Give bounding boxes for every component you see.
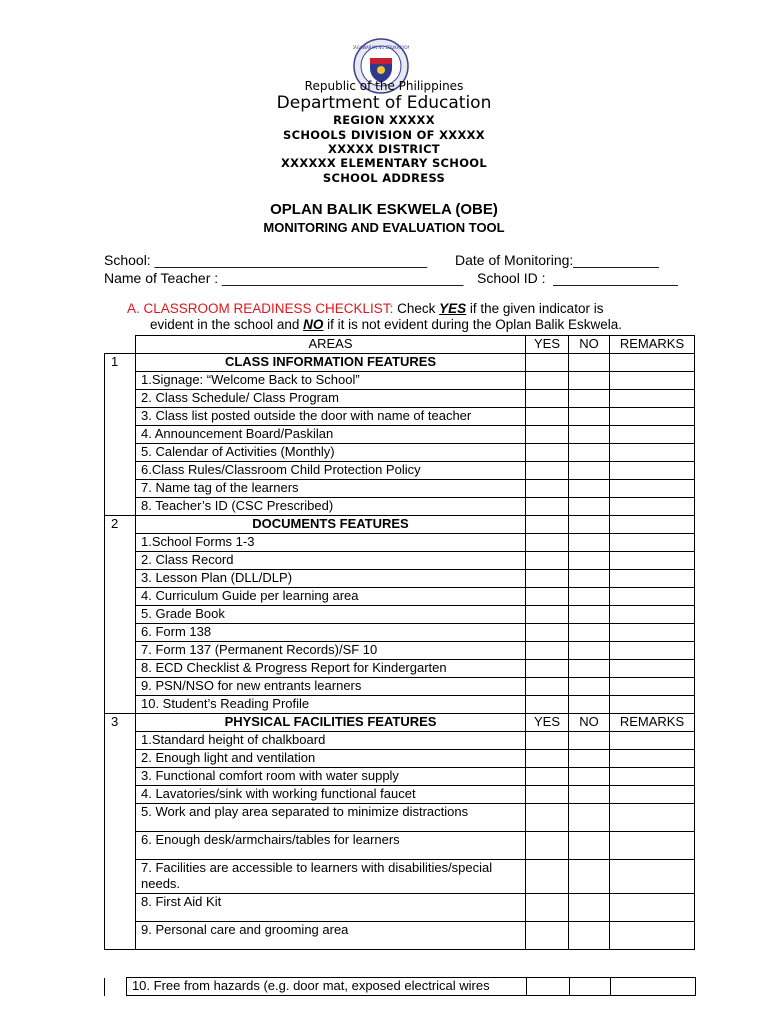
remarks-cell[interactable] xyxy=(610,922,695,950)
item-cell: 4. Curriculum Guide per learning area xyxy=(136,588,526,606)
section-header-row xyxy=(105,354,695,372)
no-cell[interactable] xyxy=(569,516,610,534)
table-row xyxy=(105,660,695,678)
item-cell: 3. Class list posted outside the door with name of teacher xyxy=(136,408,526,426)
checklist-instruction-line2: evident in the school and NO if it is not evident during the Oplan Balik Eskwela. xyxy=(150,317,623,332)
yes-cell[interactable] xyxy=(526,462,569,480)
table-row xyxy=(105,922,695,950)
no-cell[interactable] xyxy=(569,372,610,390)
checklist-table-body xyxy=(105,336,695,950)
no-cell[interactable] xyxy=(569,390,610,408)
table-row xyxy=(105,606,695,624)
item-cell: 8. First Aid Kit xyxy=(136,894,526,922)
no-cell[interactable] xyxy=(569,768,610,786)
yes-cell[interactable] xyxy=(526,606,569,624)
remarks-cell[interactable] xyxy=(610,480,695,498)
section-number: 2 xyxy=(105,516,136,714)
yes-cell[interactable] xyxy=(526,660,569,678)
document-title: OPLAN BALIK ESKWELA (OBE) xyxy=(270,201,498,218)
table-row xyxy=(105,768,695,786)
table-row xyxy=(105,860,695,894)
remarks-cell[interactable] xyxy=(610,804,695,832)
yes-cell[interactable] xyxy=(526,498,569,516)
no-cell[interactable] xyxy=(569,606,610,624)
remarks-cell[interactable] xyxy=(610,624,695,642)
remarks-cell[interactable] xyxy=(610,678,695,696)
remarks-header: REMARKS xyxy=(610,336,695,354)
yes-cell[interactable] xyxy=(526,444,569,462)
school-name-line: XXXXXX ELEMENTARY SCHOOL xyxy=(280,156,487,170)
no-header: NO xyxy=(569,714,610,732)
item-cell: 7. Facilities are accessible to learners with disabilities/special needs. xyxy=(136,860,526,894)
table-row xyxy=(105,642,695,660)
yes-cell[interactable] xyxy=(526,894,569,922)
table-row xyxy=(105,750,695,768)
item-cell: 9. Personal care and grooming area xyxy=(136,922,526,950)
remarks-cell[interactable] xyxy=(610,390,695,408)
yes-cell[interactable] xyxy=(526,750,569,768)
teacher-name-field: Name of Teacher : _______________________________ xyxy=(104,270,464,286)
item-cell: 2. Enough light and ventilation xyxy=(136,750,526,768)
areas-header: AREAS xyxy=(136,336,526,354)
item-cell: 1.School Forms 1-3 xyxy=(136,534,526,552)
yes-cell[interactable] xyxy=(526,372,569,390)
table-row xyxy=(105,552,695,570)
school-field: School: ___________________________________ xyxy=(104,252,428,268)
no-cell[interactable] xyxy=(569,588,610,606)
checklist-instruction-line1: A. CLASSROOM READINESS CHECKLIST: Check YES if the given indicator is xyxy=(127,301,604,316)
table-header-row xyxy=(105,336,695,354)
yes-cell[interactable] xyxy=(527,978,570,996)
no-cell[interactable] xyxy=(569,786,610,804)
section-title: CLASS INFORMATION FEATURES xyxy=(136,354,526,372)
table-row xyxy=(105,444,695,462)
no-cell[interactable] xyxy=(569,660,610,678)
table-row xyxy=(105,804,695,832)
table-row xyxy=(105,498,695,516)
yes-cell[interactable] xyxy=(526,922,569,950)
no-cell[interactable] xyxy=(569,444,610,462)
table-row xyxy=(105,570,695,588)
no-cell[interactable] xyxy=(569,408,610,426)
table-row xyxy=(105,696,695,714)
item-cell: 6.Class Rules/Classroom Child Protection Policy xyxy=(136,462,526,480)
district-line: XXXXX DISTRICT xyxy=(328,142,440,156)
remarks-cell[interactable] xyxy=(610,642,695,660)
table-row xyxy=(105,894,695,922)
item-cell: 6. Enough desk/armchairs/tables for learners xyxy=(136,832,526,860)
item-cell: 2. Class Record xyxy=(136,552,526,570)
table-row xyxy=(105,978,696,996)
item-cell: 1.Signage: “Welcome Back to School” xyxy=(136,372,526,390)
yes-cell[interactable] xyxy=(526,642,569,660)
school-id-field: School ID : ________________ xyxy=(477,270,678,286)
remarks-cell[interactable] xyxy=(610,732,695,750)
no-cell[interactable] xyxy=(569,732,610,750)
item-cell: 5. Calendar of Activities (Monthly) xyxy=(136,444,526,462)
yes-cell[interactable] xyxy=(526,696,569,714)
remarks-cell[interactable] xyxy=(610,768,695,786)
table-row xyxy=(105,462,695,480)
table-row xyxy=(105,624,695,642)
republic-line: Republic of the Philippines xyxy=(304,79,464,93)
item-cell: 10. Student’s Reading Profile xyxy=(136,696,526,714)
no-cell[interactable] xyxy=(569,860,610,894)
section-number: 3 xyxy=(105,714,136,950)
remarks-cell[interactable] xyxy=(610,408,695,426)
item-cell: 4. Lavatories/sink with working functional faucet xyxy=(136,786,526,804)
yes-cell[interactable] xyxy=(526,804,569,832)
no-cell[interactable] xyxy=(569,498,610,516)
date-of-monitoring-field: Date of Monitoring:___________ xyxy=(455,252,659,268)
table-row xyxy=(105,832,695,860)
section-header-row xyxy=(105,516,695,534)
no-cell[interactable] xyxy=(569,534,610,552)
remarks-cell[interactable] xyxy=(610,696,695,714)
remarks-cell[interactable] xyxy=(610,462,695,480)
item-cell: 8. ECD Checklist & Progress Report for Kindergarten xyxy=(136,660,526,678)
remarks-cell[interactable] xyxy=(610,786,695,804)
yes-cell[interactable] xyxy=(526,408,569,426)
remarks-cell[interactable] xyxy=(610,588,695,606)
table-row xyxy=(105,534,695,552)
table-row xyxy=(105,372,695,390)
no-cell[interactable] xyxy=(569,804,610,832)
remarks-cell[interactable] xyxy=(610,860,695,894)
no-cell[interactable] xyxy=(569,480,610,498)
remarks-cell[interactable] xyxy=(610,606,695,624)
no-cell[interactable] xyxy=(570,978,611,996)
yes-cell[interactable] xyxy=(526,516,569,534)
yes-cell[interactable] xyxy=(526,732,569,750)
item-cell: 5. Grade Book xyxy=(136,606,526,624)
section-title: DOCUMENTS FEATURES xyxy=(136,516,526,534)
item-cell: 7. Form 137 (Permanent Records)/SF 10 xyxy=(136,642,526,660)
table-row xyxy=(105,732,695,750)
remarks-cell[interactable] xyxy=(610,534,695,552)
department-name: Department of Education xyxy=(276,93,492,113)
region-line: REGION XXXXX xyxy=(333,113,435,127)
no-cell[interactable] xyxy=(569,354,610,372)
yes-emphasis: YES xyxy=(439,301,467,316)
remarks-cell[interactable] xyxy=(610,516,695,534)
section-number: 1 xyxy=(105,354,136,516)
section-header-row xyxy=(105,714,695,732)
no-cell[interactable] xyxy=(569,624,610,642)
item-cell: 3. Lesson Plan (DLL/DLP) xyxy=(136,570,526,588)
remarks-cell[interactable] xyxy=(610,894,695,922)
item-cell: 2. Class Schedule/ Class Program xyxy=(136,390,526,408)
svg-text:KAGAWARAN NG EDUKASYON: KAGAWARAN NG EDUKASYON xyxy=(353,45,409,50)
table-row xyxy=(105,408,695,426)
yes-header: YES xyxy=(526,336,569,354)
no-cell[interactable] xyxy=(569,570,610,588)
table-row xyxy=(105,786,695,804)
yes-cell[interactable] xyxy=(526,678,569,696)
checklist-heading: A. CLASSROOM READINESS CHECKLIST: xyxy=(127,301,394,316)
table-row xyxy=(105,426,695,444)
item-cell: 8. Teacher’s ID (CSC Prescribed) xyxy=(136,498,526,516)
yes-cell[interactable] xyxy=(526,860,569,894)
yes-cell[interactable] xyxy=(526,354,569,372)
yes-cell[interactable] xyxy=(526,426,569,444)
section-title: PHYSICAL FACILITIES FEATURES xyxy=(136,714,526,732)
item-cell: 6. Form 138 xyxy=(136,624,526,642)
division-line: SCHOOLS DIVISION OF XXXXX xyxy=(283,128,485,142)
remarks-cell[interactable] xyxy=(610,498,695,516)
no-cell[interactable] xyxy=(569,462,610,480)
yes-cell[interactable] xyxy=(526,534,569,552)
item-cell: 10. Free from hazards (e.g. door mat, exposed electrical wires xyxy=(126,978,526,996)
remarks-cell[interactable] xyxy=(610,750,695,768)
remarks-cell[interactable] xyxy=(611,978,696,996)
no-cell[interactable] xyxy=(569,894,610,922)
remarks-cell[interactable] xyxy=(610,552,695,570)
remarks-cell[interactable] xyxy=(610,372,695,390)
no-cell[interactable] xyxy=(569,922,610,950)
table-row xyxy=(105,480,695,498)
item-cell: 9. PSN/NSO for new entrants learners xyxy=(136,678,526,696)
no-cell[interactable] xyxy=(569,750,610,768)
table-row xyxy=(105,588,695,606)
remarks-cell[interactable] xyxy=(610,660,695,678)
yes-cell[interactable] xyxy=(526,570,569,588)
yes-header: YES xyxy=(526,714,569,732)
table-row xyxy=(105,678,695,696)
yes-cell[interactable] xyxy=(526,832,569,860)
remarks-cell[interactable] xyxy=(610,570,695,588)
no-cell[interactable] xyxy=(569,426,610,444)
remarks-cell[interactable] xyxy=(610,354,695,372)
yes-cell[interactable] xyxy=(526,480,569,498)
yes-cell[interactable] xyxy=(526,624,569,642)
no-cell[interactable] xyxy=(569,552,610,570)
checklist-table xyxy=(104,335,695,950)
yes-cell[interactable] xyxy=(526,768,569,786)
yes-cell[interactable] xyxy=(526,390,569,408)
remarks-cell[interactable] xyxy=(610,426,695,444)
school-address-line: SCHOOL ADDRESS xyxy=(322,171,446,185)
yes-cell[interactable] xyxy=(526,588,569,606)
no-cell[interactable] xyxy=(569,642,610,660)
remarks-header: REMARKS xyxy=(610,714,695,732)
item-cell: 4. Announcement Board/Paskilan xyxy=(136,426,526,444)
item-cell: 7. Name tag of the learners xyxy=(136,480,526,498)
remarks-cell[interactable] xyxy=(610,444,695,462)
no-header: NO xyxy=(569,336,610,354)
yes-cell[interactable] xyxy=(526,552,569,570)
document-subtitle: MONITORING AND EVALUATION TOOL xyxy=(263,220,505,235)
yes-cell[interactable] xyxy=(526,786,569,804)
no-emphasis: NO xyxy=(303,317,324,332)
continued-table xyxy=(104,977,696,996)
table-row xyxy=(105,390,695,408)
remarks-cell[interactable] xyxy=(610,832,695,860)
item-cell: 3. Functional comfort room with water supply xyxy=(136,768,526,786)
no-cell[interactable] xyxy=(569,832,610,860)
no-cell[interactable] xyxy=(569,696,610,714)
no-cell[interactable] xyxy=(569,678,610,696)
item-cell: 5. Work and play area separated to minimize distractions xyxy=(136,804,526,832)
item-cell: 1.Standard height of chalkboard xyxy=(136,732,526,750)
